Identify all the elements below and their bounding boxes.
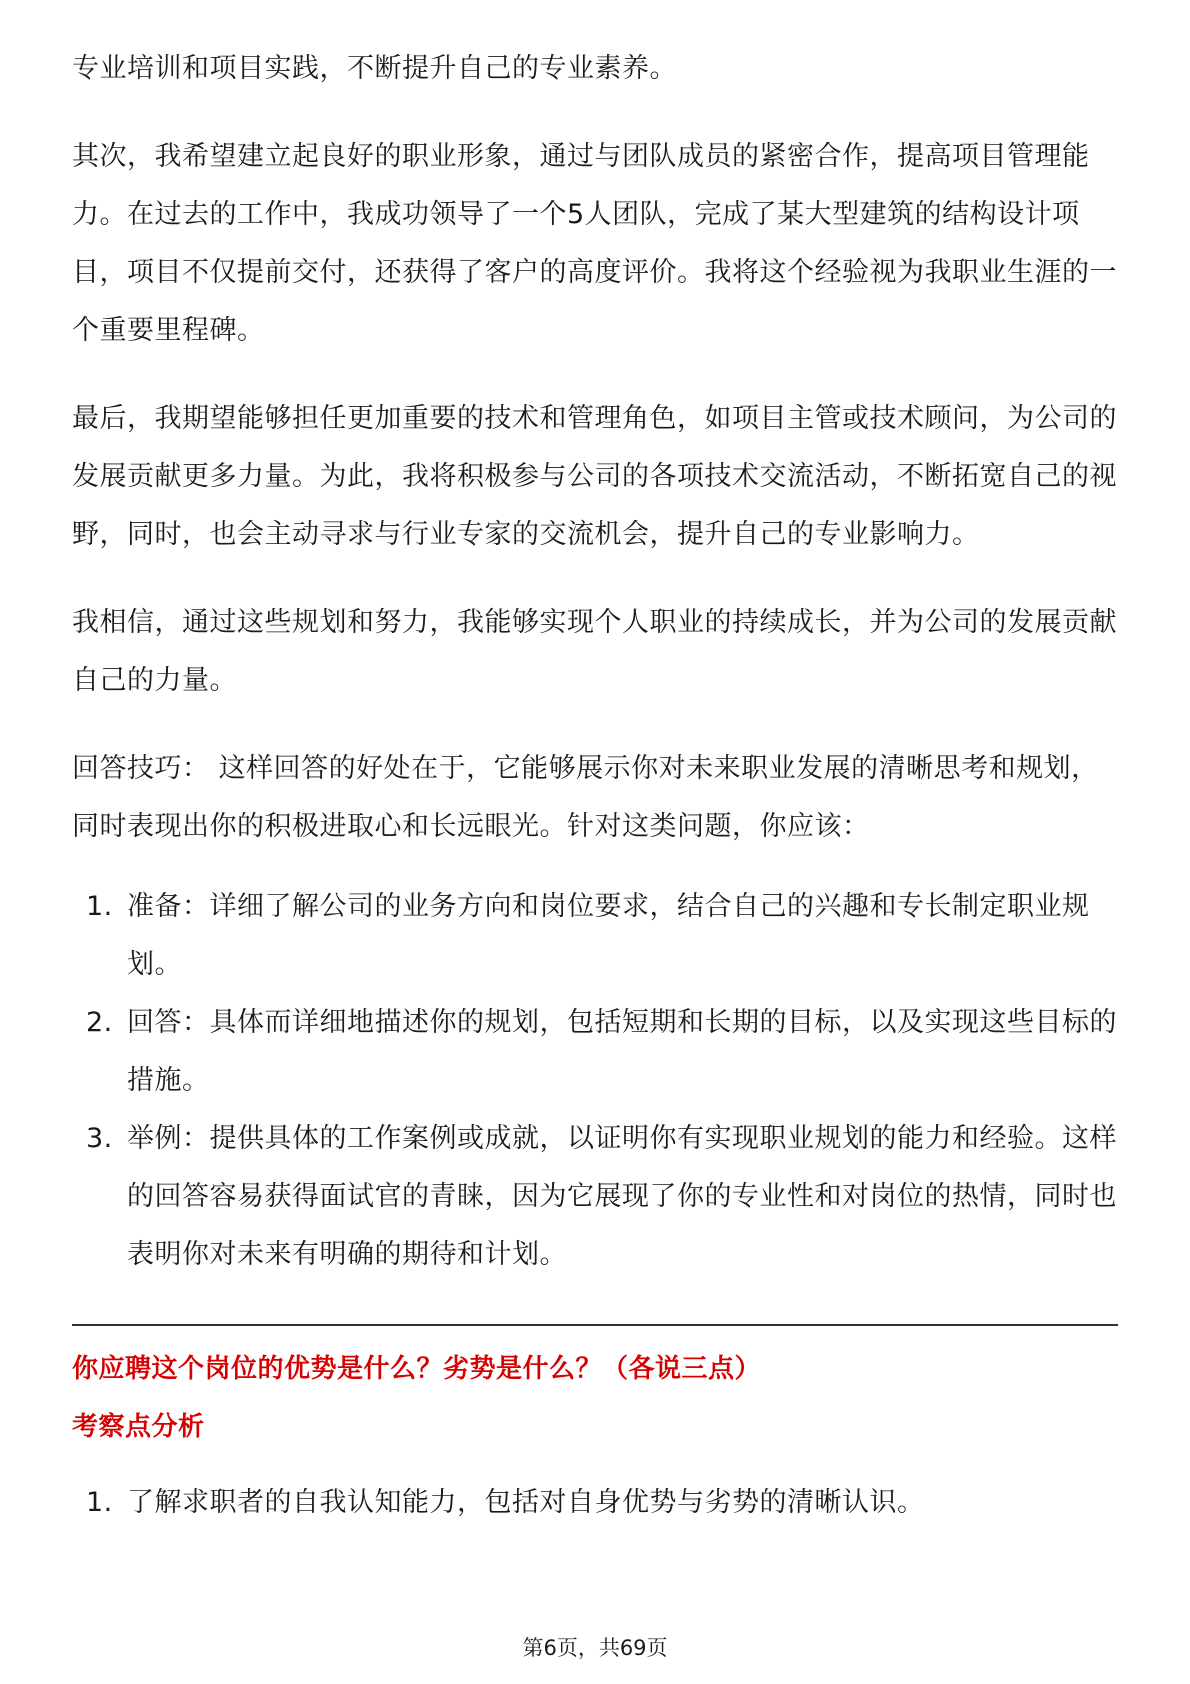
paragraph: 其次，我希望建立起良好的职业形象，通过与团队成员的紧密合作，提高项目管理能力。在过去的工作中，我成功领导了一个5人团队，完成了某大型建筑的结构设计项目，项目不仅提前交付，还获得了客户的高度评价。我将这个经验视为我职业生涯的一个重要里程碑。 <box>72 141 1117 346</box>
list-item-text: 准备：详细了解公司的业务方向和岗位要求，结合自己的兴趣和专长制定职业规划。 <box>127 891 1090 980</box>
analysis-heading: 考察点分析 <box>72 1412 205 1442</box>
list-number: 2. <box>86 1007 113 1038</box>
paragraph: 我相信，通过这些规划和努力，我能够实现个人职业的持续成长，并为公司的发展贡献自己的力量。 <box>72 607 1117 696</box>
question-heading: 你应聘这个岗位的优势是什么？劣势是什么？（各说三点） <box>72 1354 762 1384</box>
list-item <box>72 1110 1118 1284</box>
document-body <box>72 40 1118 1532</box>
answer-tips-intro: 回答技巧： 这样回答的好处在于，它能够展示你对未来职业发展的清晰思考和规划，同时表现出你的积极进取心和长远眼光。针对这类问题，你应该： <box>72 753 1099 842</box>
list-number: 1. <box>86 1487 113 1518</box>
list-item-text: 回答：具体而详细地描述你的规划，包括短期和长期的目标，以及实现这些目标的措施。 <box>127 1007 1117 1096</box>
tips-list <box>72 878 1118 1284</box>
section-divider <box>72 1324 1118 1326</box>
list-number: 3. <box>86 1123 113 1154</box>
list-item <box>72 994 1118 1110</box>
paragraph: 最后，我期望能够担任更加重要的技术和管理角色，如项目主管或技术顾问，为公司的发展贡献更多力量。为此，我将积极参与公司的各项技术交流活动，不断拓宽自己的视野，同时，也会主动寻求与行业专家的交流机会，提升自己的专业影响力。 <box>72 403 1117 550</box>
paragraph: 专业培训和项目实践，不断提升自己的专业素养。 <box>72 53 677 84</box>
page-footer: 第6页，共69页 <box>522 1636 668 1660</box>
list-item <box>72 1474 1118 1532</box>
list-item-text: 举例：提供具体的工作案例或成就，以证明你有实现职业规划的能力和经验。这样的回答容易获得面试官的青睐，因为它展现了你的专业性和对岗位的热情，同时也表明你对未来有明确的期待和计划。 <box>127 1123 1117 1270</box>
list-item-text: 了解求职者的自我认知能力，包括对自身优势与劣势的清晰认识。 <box>127 1487 925 1518</box>
list-item <box>72 878 1118 994</box>
list-number: 1. <box>86 891 113 922</box>
analysis-list <box>72 1474 1118 1532</box>
